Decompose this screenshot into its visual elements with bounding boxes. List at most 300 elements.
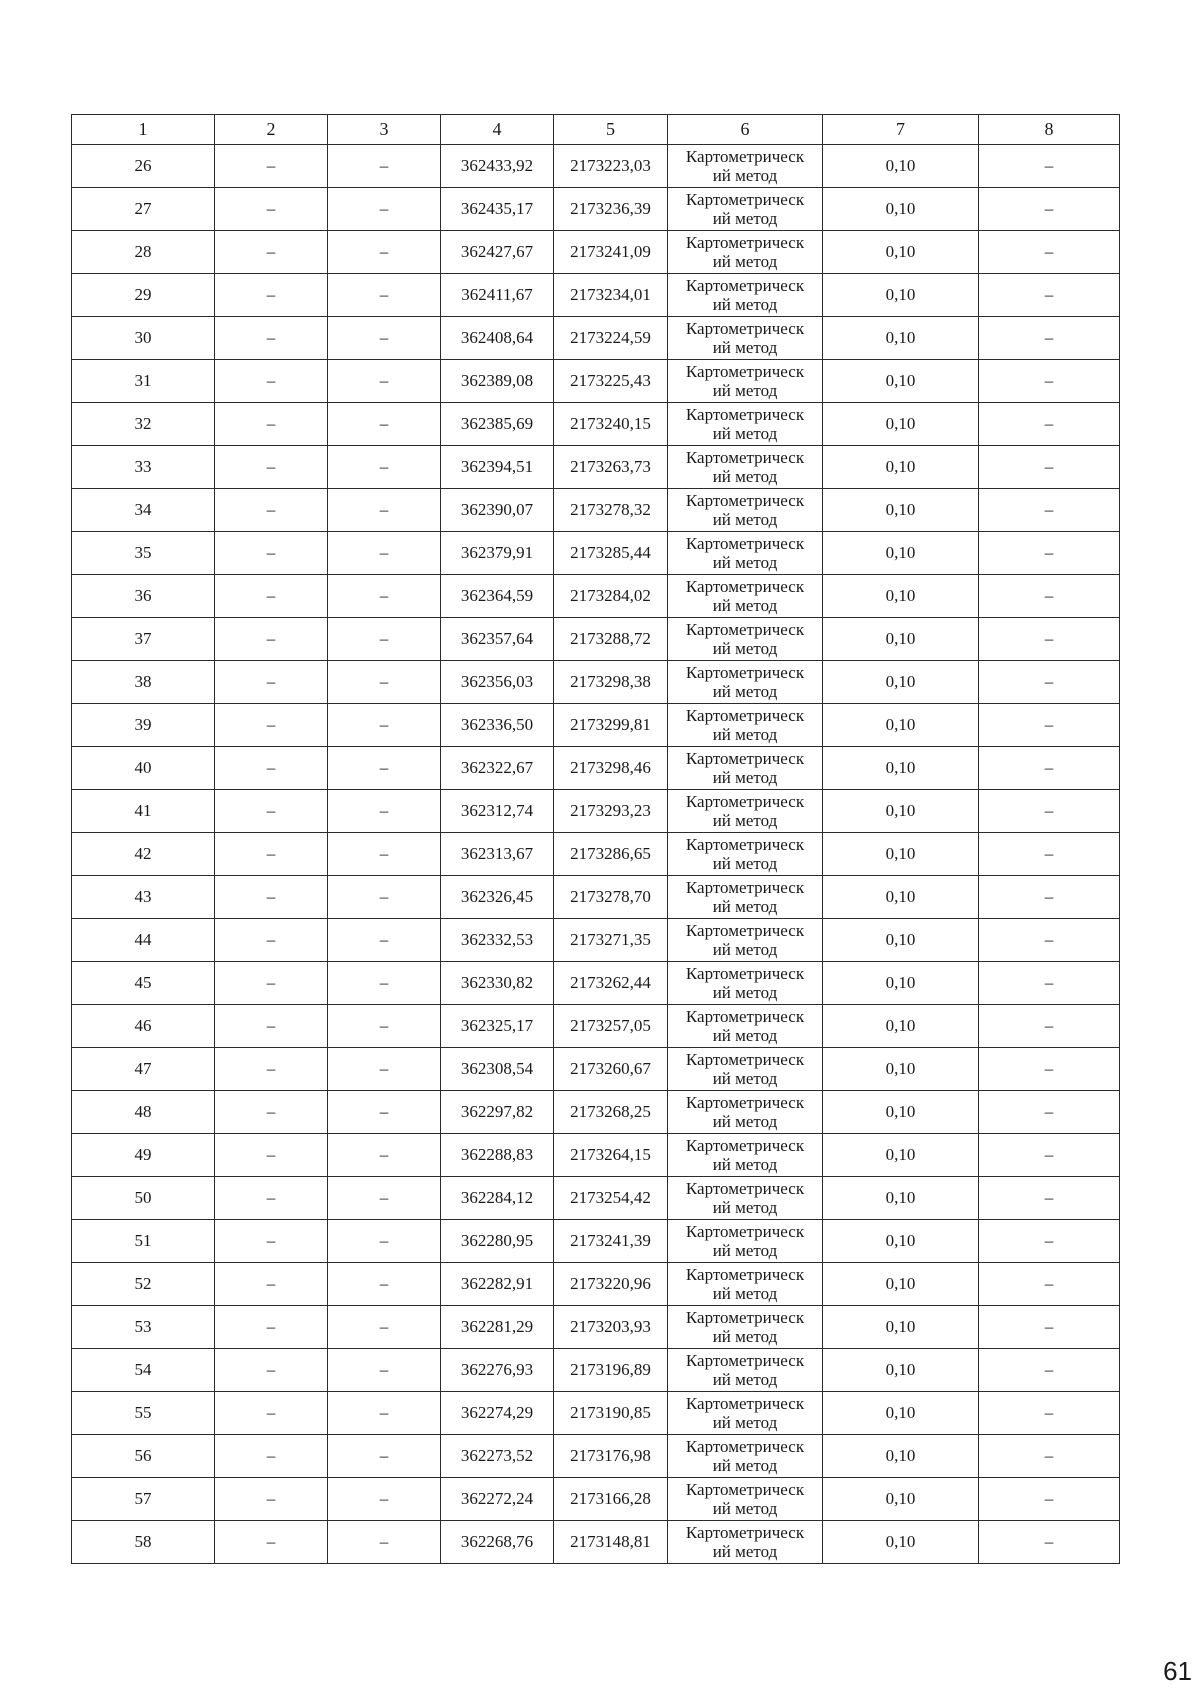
y-coordinate-cell: 2173278,70 xyxy=(554,876,668,919)
col3-cell: – xyxy=(328,1349,441,1392)
col2-cell: – xyxy=(215,1048,328,1091)
col8-cell: – xyxy=(979,446,1120,489)
method-text-line: Картометрическ xyxy=(685,362,805,381)
x-coordinate-cell: 362284,12 xyxy=(441,1177,554,1220)
point-number-cell: 52 xyxy=(72,1263,215,1306)
col3-cell: – xyxy=(328,446,441,489)
y-coordinate-cell: 2173268,25 xyxy=(554,1091,668,1134)
x-coordinate-cell: 362332,53 xyxy=(441,919,554,962)
point-number-cell: 26 xyxy=(72,145,215,188)
method-cell xyxy=(668,1392,823,1435)
table-row xyxy=(72,231,1120,274)
method-cell xyxy=(668,1091,823,1134)
col8-cell: – xyxy=(979,1306,1120,1349)
table-row xyxy=(72,1091,1120,1134)
col2-cell: – xyxy=(215,231,328,274)
table-row xyxy=(72,274,1120,317)
table-row xyxy=(72,661,1120,704)
table-row xyxy=(72,575,1120,618)
x-coordinate-cell: 362330,82 xyxy=(441,962,554,1005)
col8-cell: – xyxy=(979,1134,1120,1177)
accuracy-cell: 0,10 xyxy=(823,833,979,876)
y-coordinate-cell: 2173148,81 xyxy=(554,1521,668,1564)
col3-cell: – xyxy=(328,661,441,704)
x-coordinate-cell: 362385,69 xyxy=(441,403,554,446)
col2-cell: – xyxy=(215,360,328,403)
table-row xyxy=(72,962,1120,1005)
y-coordinate-cell: 2173176,98 xyxy=(554,1435,668,1478)
col3-cell: – xyxy=(328,360,441,403)
method-cell xyxy=(668,1263,823,1306)
col8-cell: – xyxy=(979,833,1120,876)
col2-cell: – xyxy=(215,1220,328,1263)
point-number-cell: 39 xyxy=(72,704,215,747)
point-number-cell: 36 xyxy=(72,575,215,618)
col3-cell: – xyxy=(328,962,441,1005)
col8-cell: – xyxy=(979,704,1120,747)
col8-cell: – xyxy=(979,1177,1120,1220)
x-coordinate-cell: 362408,64 xyxy=(441,317,554,360)
method-text-line: ий метод xyxy=(712,811,778,830)
col3-cell: – xyxy=(328,1220,441,1263)
table-row xyxy=(72,188,1120,231)
col2-cell: – xyxy=(215,532,328,575)
y-coordinate-cell: 2173257,05 xyxy=(554,1005,668,1048)
col8-cell: – xyxy=(979,1435,1120,1478)
method-text-line: Картометрическ xyxy=(685,1523,805,1542)
point-number-cell: 34 xyxy=(72,489,215,532)
col3-cell: – xyxy=(328,188,441,231)
method-text-line: ий метод xyxy=(712,897,778,916)
method-text-line: Картометрическ xyxy=(685,1351,805,1370)
x-coordinate-cell: 362325,17 xyxy=(441,1005,554,1048)
table-row xyxy=(72,876,1120,919)
col2-cell: – xyxy=(215,274,328,317)
method-cell xyxy=(668,1220,823,1263)
accuracy-cell: 0,10 xyxy=(823,575,979,618)
col2-cell: – xyxy=(215,446,328,489)
col8-cell: – xyxy=(979,145,1120,188)
y-coordinate-cell: 2173203,93 xyxy=(554,1306,668,1349)
point-number-cell: 47 xyxy=(72,1048,215,1091)
point-number-cell: 32 xyxy=(72,403,215,446)
method-cell xyxy=(668,1478,823,1521)
table-row xyxy=(72,317,1120,360)
y-coordinate-cell: 2173241,09 xyxy=(554,231,668,274)
method-cell xyxy=(668,317,823,360)
y-coordinate-cell: 2173263,73 xyxy=(554,446,668,489)
accuracy-cell: 0,10 xyxy=(823,446,979,489)
col8-cell: – xyxy=(979,575,1120,618)
point-number-cell: 53 xyxy=(72,1306,215,1349)
x-coordinate-cell: 362313,67 xyxy=(441,833,554,876)
x-coordinate-cell: 362394,51 xyxy=(441,446,554,489)
method-text-line: ий метод xyxy=(712,1026,778,1045)
method-text-line: Картометрическ xyxy=(685,964,805,983)
y-coordinate-cell: 2173293,23 xyxy=(554,790,668,833)
point-number-cell: 37 xyxy=(72,618,215,661)
point-number-cell: 30 xyxy=(72,317,215,360)
col2-cell: – xyxy=(215,1306,328,1349)
method-cell xyxy=(668,145,823,188)
col3-cell: – xyxy=(328,1177,441,1220)
col2-cell: – xyxy=(215,1177,328,1220)
col2-cell: – xyxy=(215,1134,328,1177)
col2-cell: – xyxy=(215,317,328,360)
accuracy-cell: 0,10 xyxy=(823,962,979,1005)
method-text-line: Картометрическ xyxy=(685,1265,805,1284)
method-cell xyxy=(668,446,823,489)
accuracy-cell: 0,10 xyxy=(823,618,979,661)
table-row xyxy=(72,704,1120,747)
col2-cell: – xyxy=(215,1005,328,1048)
point-number-cell: 35 xyxy=(72,532,215,575)
col8-cell: – xyxy=(979,661,1120,704)
col2-cell: – xyxy=(215,1478,328,1521)
x-coordinate-cell: 362282,91 xyxy=(441,1263,554,1306)
col2-cell: – xyxy=(215,1263,328,1306)
col2-cell: – xyxy=(215,919,328,962)
method-text-line: Картометрическ xyxy=(685,1093,805,1112)
method-cell xyxy=(668,747,823,790)
method-text-line: Картометрическ xyxy=(685,276,805,295)
col8-cell: – xyxy=(979,1392,1120,1435)
y-coordinate-cell: 2173288,72 xyxy=(554,618,668,661)
col2-cell: – xyxy=(215,962,328,1005)
col8-cell: – xyxy=(979,1048,1120,1091)
x-coordinate-cell: 362280,95 xyxy=(441,1220,554,1263)
method-cell xyxy=(668,575,823,618)
col3-cell: – xyxy=(328,489,441,532)
method-text-line: Картометрическ xyxy=(685,534,805,553)
col3-cell: – xyxy=(328,274,441,317)
y-coordinate-cell: 2173225,43 xyxy=(554,360,668,403)
accuracy-cell: 0,10 xyxy=(823,231,979,274)
col8-cell: – xyxy=(979,231,1120,274)
col8-cell: – xyxy=(979,188,1120,231)
col2-cell: – xyxy=(215,833,328,876)
x-coordinate-cell: 362297,82 xyxy=(441,1091,554,1134)
accuracy-cell: 0,10 xyxy=(823,403,979,446)
col8-cell: – xyxy=(979,1349,1120,1392)
method-text-line: ий метод xyxy=(712,596,778,615)
method-cell xyxy=(668,704,823,747)
col8-cell: – xyxy=(979,1478,1120,1521)
col2-cell: – xyxy=(215,575,328,618)
column-header: 6 xyxy=(668,115,823,145)
method-text-line: ий метод xyxy=(712,252,778,271)
y-coordinate-cell: 2173271,35 xyxy=(554,919,668,962)
method-text-line: Картометрическ xyxy=(685,1007,805,1026)
col2-cell: – xyxy=(215,489,328,532)
col8-cell: – xyxy=(979,618,1120,661)
point-number-cell: 48 xyxy=(72,1091,215,1134)
table-row xyxy=(72,145,1120,188)
x-coordinate-cell: 362411,67 xyxy=(441,274,554,317)
x-coordinate-cell: 362272,24 xyxy=(441,1478,554,1521)
table-row xyxy=(72,1392,1120,1435)
method-text-line: Картометрическ xyxy=(685,577,805,596)
col8-cell: – xyxy=(979,274,1120,317)
method-text-line: Картометрическ xyxy=(685,491,805,510)
x-coordinate-cell: 362308,54 xyxy=(441,1048,554,1091)
point-number-cell: 49 xyxy=(72,1134,215,1177)
col8-cell: – xyxy=(979,876,1120,919)
y-coordinate-cell: 2173236,39 xyxy=(554,188,668,231)
method-text-line: ий метод xyxy=(712,510,778,529)
point-number-cell: 46 xyxy=(72,1005,215,1048)
accuracy-cell: 0,10 xyxy=(823,1005,979,1048)
method-text-line: Картометрическ xyxy=(685,405,805,424)
x-coordinate-cell: 362268,76 xyxy=(441,1521,554,1564)
y-coordinate-cell: 2173264,15 xyxy=(554,1134,668,1177)
col3-cell: – xyxy=(328,403,441,446)
col3-cell: – xyxy=(328,1048,441,1091)
method-text-line: Картометрическ xyxy=(685,792,805,811)
accuracy-cell: 0,10 xyxy=(823,317,979,360)
accuracy-cell: 0,10 xyxy=(823,1306,979,1349)
method-text-line: ий метод xyxy=(712,1413,778,1432)
y-coordinate-cell: 2173284,02 xyxy=(554,575,668,618)
point-number-cell: 55 xyxy=(72,1392,215,1435)
point-number-cell: 27 xyxy=(72,188,215,231)
table-row xyxy=(72,1220,1120,1263)
x-coordinate-cell: 362435,17 xyxy=(441,188,554,231)
method-text-line: Картометрическ xyxy=(685,835,805,854)
col8-cell: – xyxy=(979,1220,1120,1263)
column-header: 2 xyxy=(215,115,328,145)
col8-cell: – xyxy=(979,360,1120,403)
method-cell xyxy=(668,1048,823,1091)
method-text-line: Картометрическ xyxy=(685,663,805,682)
col8-cell: – xyxy=(979,489,1120,532)
table-row xyxy=(72,833,1120,876)
accuracy-cell: 0,10 xyxy=(823,661,979,704)
point-number-cell: 38 xyxy=(72,661,215,704)
method-cell xyxy=(668,274,823,317)
point-number-cell: 31 xyxy=(72,360,215,403)
method-text-line: Картометрическ xyxy=(685,1308,805,1327)
accuracy-cell: 0,10 xyxy=(823,1435,979,1478)
column-header: 1 xyxy=(72,115,215,145)
table-row xyxy=(72,1521,1120,1564)
col3-cell: – xyxy=(328,704,441,747)
point-number-cell: 44 xyxy=(72,919,215,962)
table-row xyxy=(72,1005,1120,1048)
col3-cell: – xyxy=(328,790,441,833)
col2-cell: – xyxy=(215,661,328,704)
col2-cell: – xyxy=(215,876,328,919)
method-text-line: ий метод xyxy=(712,1198,778,1217)
x-coordinate-cell: 362357,64 xyxy=(441,618,554,661)
accuracy-cell: 0,10 xyxy=(823,1478,979,1521)
accuracy-cell: 0,10 xyxy=(823,1349,979,1392)
accuracy-cell: 0,10 xyxy=(823,876,979,919)
method-cell xyxy=(668,876,823,919)
method-cell xyxy=(668,360,823,403)
table-row xyxy=(72,446,1120,489)
method-cell xyxy=(668,1306,823,1349)
col3-cell: – xyxy=(328,747,441,790)
accuracy-cell: 0,10 xyxy=(823,704,979,747)
table-row xyxy=(72,532,1120,575)
col8-cell: – xyxy=(979,317,1120,360)
table-body xyxy=(72,115,1120,1564)
method-cell xyxy=(668,231,823,274)
col8-cell: – xyxy=(979,790,1120,833)
method-cell xyxy=(668,489,823,532)
method-cell xyxy=(668,661,823,704)
point-number-cell: 45 xyxy=(72,962,215,1005)
col3-cell: – xyxy=(328,1005,441,1048)
x-coordinate-cell: 362322,67 xyxy=(441,747,554,790)
col8-cell: – xyxy=(979,919,1120,962)
col2-cell: – xyxy=(215,1349,328,1392)
table-row xyxy=(72,1306,1120,1349)
accuracy-cell: 0,10 xyxy=(823,1220,979,1263)
y-coordinate-cell: 2173220,96 xyxy=(554,1263,668,1306)
method-text-line: ий метод xyxy=(712,1112,778,1131)
coordinates-table xyxy=(71,114,1120,1564)
y-coordinate-cell: 2173298,38 xyxy=(554,661,668,704)
method-text-line: Картометрическ xyxy=(685,448,805,467)
col3-cell: – xyxy=(328,1521,441,1564)
x-coordinate-cell: 362389,08 xyxy=(441,360,554,403)
y-coordinate-cell: 2173166,28 xyxy=(554,1478,668,1521)
y-coordinate-cell: 2173234,01 xyxy=(554,274,668,317)
accuracy-cell: 0,10 xyxy=(823,532,979,575)
col2-cell: – xyxy=(215,747,328,790)
header-row xyxy=(72,115,1120,145)
method-text-line: Картометрическ xyxy=(685,1394,805,1413)
table-row xyxy=(72,1134,1120,1177)
method-cell xyxy=(668,833,823,876)
method-text-line: Картометрическ xyxy=(685,749,805,768)
y-coordinate-cell: 2173286,65 xyxy=(554,833,668,876)
x-coordinate-cell: 362312,74 xyxy=(441,790,554,833)
table-row xyxy=(72,403,1120,446)
point-number-cell: 43 xyxy=(72,876,215,919)
accuracy-cell: 0,10 xyxy=(823,188,979,231)
accuracy-cell: 0,10 xyxy=(823,274,979,317)
point-number-cell: 42 xyxy=(72,833,215,876)
x-coordinate-cell: 362273,52 xyxy=(441,1435,554,1478)
y-coordinate-cell: 2173262,44 xyxy=(554,962,668,1005)
table-row xyxy=(72,1478,1120,1521)
col2-cell: – xyxy=(215,1521,328,1564)
col2-cell: – xyxy=(215,704,328,747)
method-cell xyxy=(668,1134,823,1177)
method-cell xyxy=(668,403,823,446)
method-cell xyxy=(668,919,823,962)
method-text-line: ий метод xyxy=(712,295,778,314)
method-text-line: ий метод xyxy=(712,682,778,701)
col2-cell: – xyxy=(215,618,328,661)
x-coordinate-cell: 362427,67 xyxy=(441,231,554,274)
accuracy-cell: 0,10 xyxy=(823,1134,979,1177)
method-text-line: Картометрическ xyxy=(685,1179,805,1198)
method-text-line: ий метод xyxy=(712,1241,778,1260)
method-text-line: Картометрическ xyxy=(685,147,805,166)
x-coordinate-cell: 362276,93 xyxy=(441,1349,554,1392)
col8-cell: – xyxy=(979,1521,1120,1564)
accuracy-cell: 0,10 xyxy=(823,489,979,532)
method-text-line: ий метод xyxy=(712,854,778,873)
x-coordinate-cell: 362326,45 xyxy=(441,876,554,919)
method-text-line: Картометрическ xyxy=(685,190,805,209)
point-number-cell: 54 xyxy=(72,1349,215,1392)
col3-cell: – xyxy=(328,1134,441,1177)
y-coordinate-cell: 2173190,85 xyxy=(554,1392,668,1435)
y-coordinate-cell: 2173196,89 xyxy=(554,1349,668,1392)
col8-cell: – xyxy=(979,532,1120,575)
table-row xyxy=(72,790,1120,833)
accuracy-cell: 0,10 xyxy=(823,145,979,188)
accuracy-cell: 0,10 xyxy=(823,1521,979,1564)
page-number: 61 xyxy=(1163,1656,1192,1686)
method-cell xyxy=(668,1177,823,1220)
col3-cell: – xyxy=(328,876,441,919)
method-text-line: Картометрическ xyxy=(685,706,805,725)
y-coordinate-cell: 2173224,59 xyxy=(554,317,668,360)
method-cell xyxy=(668,532,823,575)
x-coordinate-cell: 362364,59 xyxy=(441,575,554,618)
col8-cell: – xyxy=(979,1005,1120,1048)
col2-cell: – xyxy=(215,1435,328,1478)
method-text-line: ий метод xyxy=(712,1542,778,1561)
col2-cell: – xyxy=(215,790,328,833)
col3-cell: – xyxy=(328,317,441,360)
col8-cell: – xyxy=(979,962,1120,1005)
x-coordinate-cell: 362390,07 xyxy=(441,489,554,532)
method-text-line: ий метод xyxy=(712,166,778,185)
y-coordinate-cell: 2173223,03 xyxy=(554,145,668,188)
method-text-line: Картометрическ xyxy=(685,319,805,338)
accuracy-cell: 0,10 xyxy=(823,747,979,790)
column-header: 5 xyxy=(554,115,668,145)
method-text-line: ий метод xyxy=(712,983,778,1002)
accuracy-cell: 0,10 xyxy=(823,1177,979,1220)
y-coordinate-cell: 2173240,15 xyxy=(554,403,668,446)
table-row xyxy=(72,919,1120,962)
accuracy-cell: 0,10 xyxy=(823,1392,979,1435)
col3-cell: – xyxy=(328,1392,441,1435)
method-text-line: Картометрическ xyxy=(685,1480,805,1499)
col3-cell: – xyxy=(328,1306,441,1349)
method-text-line: Картометрическ xyxy=(685,1222,805,1241)
method-text-line: Картометрическ xyxy=(685,620,805,639)
point-number-cell: 57 xyxy=(72,1478,215,1521)
method-text-line: ий метод xyxy=(712,1155,778,1174)
method-cell xyxy=(668,790,823,833)
col2-cell: – xyxy=(215,188,328,231)
col8-cell: – xyxy=(979,747,1120,790)
col3-cell: – xyxy=(328,532,441,575)
method-text-line: ий метод xyxy=(712,209,778,228)
method-text-line: Картометрическ xyxy=(685,1136,805,1155)
col3-cell: – xyxy=(328,919,441,962)
method-cell xyxy=(668,1005,823,1048)
accuracy-cell: 0,10 xyxy=(823,919,979,962)
x-coordinate-cell: 362288,83 xyxy=(441,1134,554,1177)
method-text-line: ий метод xyxy=(712,553,778,572)
col3-cell: – xyxy=(328,1091,441,1134)
table-row xyxy=(72,1263,1120,1306)
method-text-line: ий метод xyxy=(712,639,778,658)
point-number-cell: 40 xyxy=(72,747,215,790)
accuracy-cell: 0,10 xyxy=(823,1263,979,1306)
method-cell xyxy=(668,962,823,1005)
